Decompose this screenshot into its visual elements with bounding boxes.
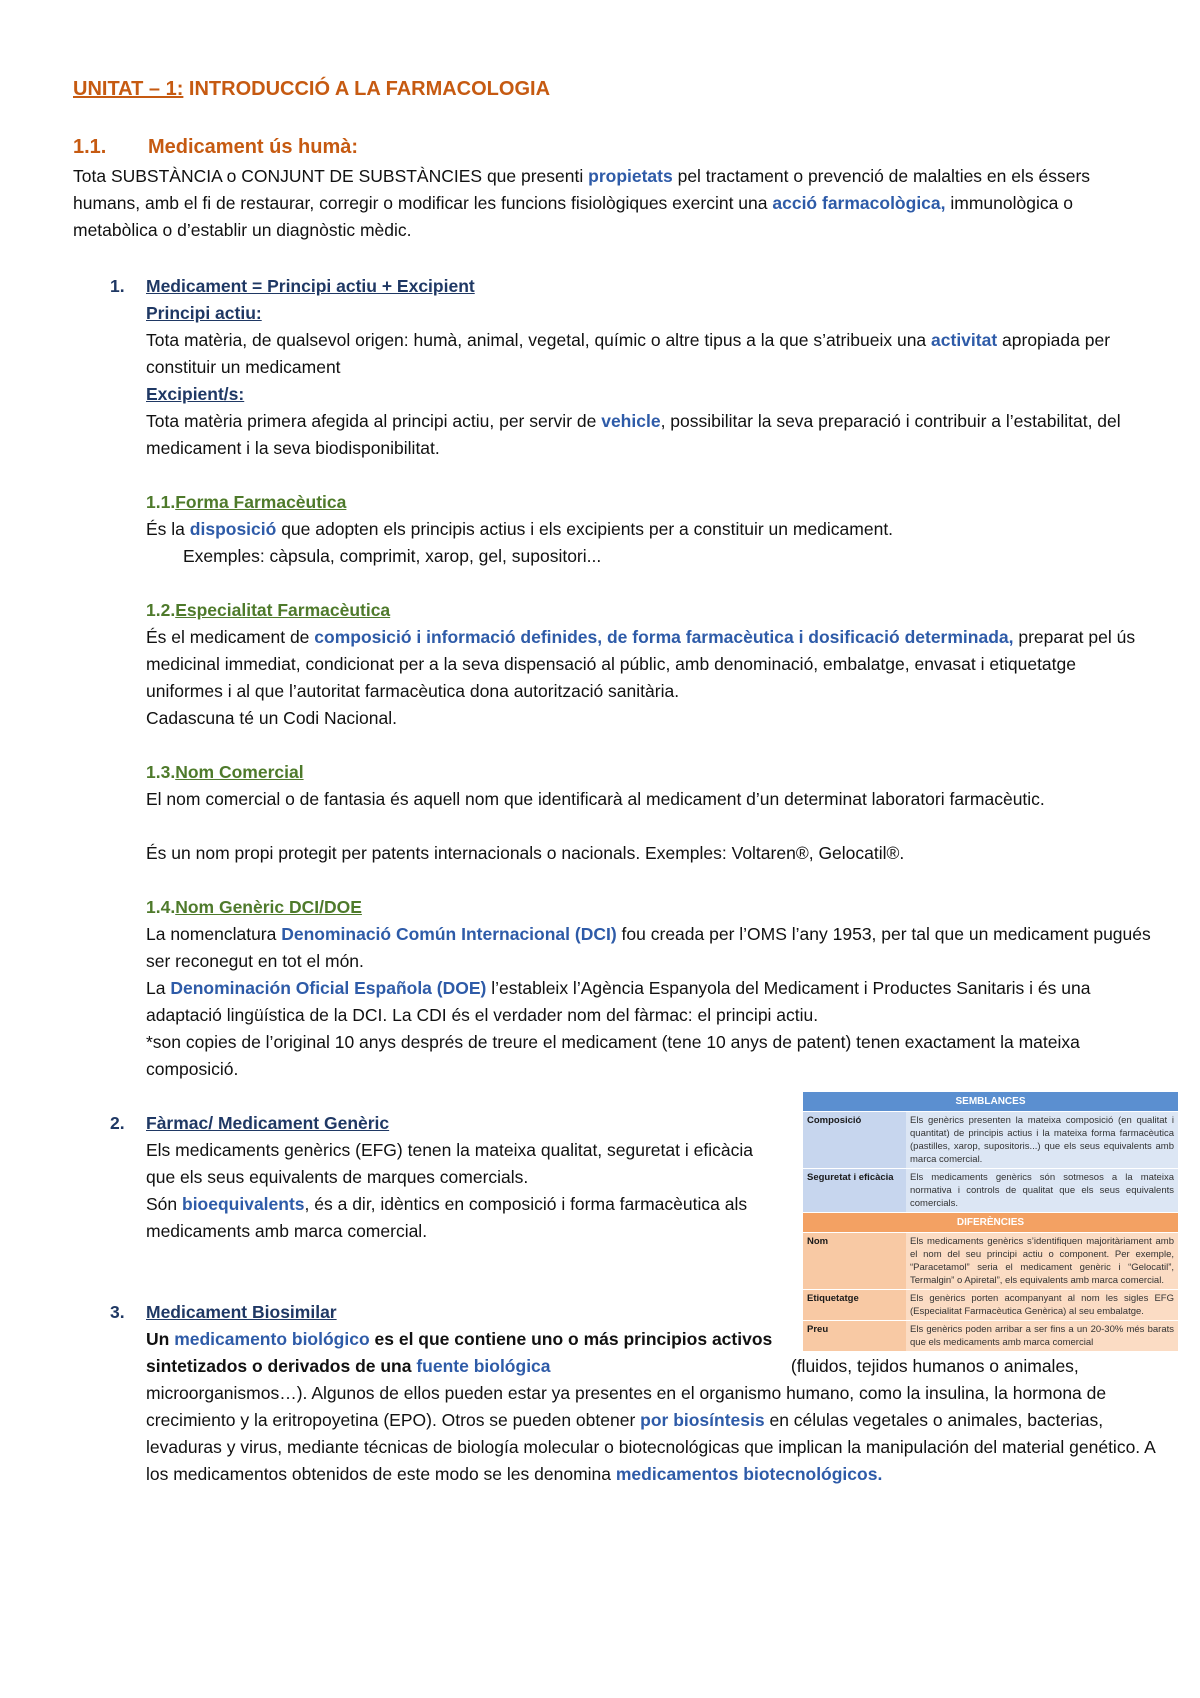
subsection-1-3-text-2: És un nom propi protegit per patents internacionals o nacionals. Exemples: Voltaren®, Gelocatil®. <box>146 843 905 863</box>
subsection-1-4-heading: 1.4.Nom Genèric DCI/DOE <box>146 897 362 917</box>
subsection-1-1-examples: Exemples: càpsula, comprimit, xarop, gel, supositori... <box>183 546 602 566</box>
principi-actiu-label: Principi actiu: <box>146 303 262 323</box>
list-number-2: 2. <box>110 1113 125 1133</box>
table-row: Etiquetatge Els genèrics porten acompanyant al nom les sigles EFG (Especialitat Farmacèutica Genèrica) al seu embalatge. <box>803 1290 1178 1321</box>
excipient-label: Excipient/s: <box>146 384 245 404</box>
generic-comparison-table <box>803 1092 1178 1352</box>
unit-title: UNITAT – 1: INTRODUCCIÓ A LA FARMACOLOGIA <box>73 78 551 100</box>
subsection-1-2-text: És el medicament de composició i informació definides, de forma farmacèutica i dosificació determinada, preparat pel ús medicinal immediat, condicionat per a la seva dispensació al públic, amb denominació, embalatge, envasat i etiquetatge uniformes i al que l’autoritat farmacèutica dona autorització sanitària. <box>146 627 1136 701</box>
subsection-1-3-heading: 1.3.Nom Comercial <box>146 762 304 782</box>
table-header-diferencies: DIFERÈNCIES <box>803 1213 1178 1233</box>
excipient-text: Tota matèria primera afegida al principi actiu, per servir de vehicle, possibilitar la seva preparació i contribuir a l’estabilitat, del medicament i la seva biodisponibilitat. <box>146 411 1121 458</box>
principi-actiu-text: Tota matèria, de qualsevol origen: humà, animal, vegetal, químic o altre tipus a la que s’atribueix una activitat apropiada per constituir un medicament <box>146 330 1111 377</box>
subsection-1-2-heading: 1.2.Especialitat Farmacèutica <box>146 600 391 620</box>
list-number-1: 1. <box>110 276 125 296</box>
subsection-1-1-heading: 1.1.Forma Farmacèutica <box>146 492 347 512</box>
subsection-1-3-text: El nom comercial o de fantasia és aquell nom que identificarà al medicament d’un determinat laboratori farmacèutic. <box>146 789 1045 809</box>
subsection-1-4-doe: La Denominación Oficial Española (DOE) l’estableix l’Agència Espanyola del Medicament i Productes Sanitaris i és una adaptació lingüística de la DCI. La CDI és el verdader nom del fàrmac: el principi actiu. <box>146 978 1091 1025</box>
section-heading-1-1: 1.1. Medicament ús humà: <box>73 136 359 158</box>
list-number-3: 3. <box>110 1302 125 1322</box>
subsection-1-4-note: *son copies de l’original 10 anys després de treure el medicament (tene 10 anys de patent) tenen exactament la mateixa composició. <box>146 1032 1080 1079</box>
table-header-semblances: SEMBLANCES <box>803 1092 1178 1112</box>
subsection-1-1-text: És la disposició que adopten els principis actius i els excipients per a constituir un medicament. <box>146 519 894 539</box>
table-row: Seguretat i eficàcia Els medicaments genèrics són sotmesos a la mateixa normativa i controls de qualitat que els seus equivalents comercials. <box>803 1169 1178 1213</box>
intro-paragraph: Tota SUBSTÀNCIA o CONJUNT DE SUBSTÀNCIES que presenti propietats pel tractament o prevenció de malalties en els éssers humans, amb el fi de restaurar, corregir o modificar les funcions fisiològiques exercint una acció farmacològica, immunològica o metabòlica o d’establir un diagnòstic mèdic. <box>73 166 1091 240</box>
item2-text: Els medicaments genèrics (EFG) tenen la mateixa qualitat, seguretat i eficàcia que els seus equivalents de marques comercials. <box>146 1140 753 1187</box>
table-row: Preu Els genèrics poden arribar a ser fins a un 20-30% més barats que els medicaments amb marca comercial <box>803 1321 1178 1352</box>
subsection-1-2-codi: Cadascuna té un Codi Nacional. <box>146 708 397 728</box>
item3-heading: Medicament Biosimilar <box>146 1302 337 1322</box>
item2-heading: Fàrmac/ Medicament Genèric <box>146 1113 390 1133</box>
item2-text-2: Són bioequivalents, és a dir, idèntics en composició i forma farmacèutica als medicaments amb marca comercial. <box>146 1194 748 1241</box>
subsection-1-4-dci: La nomenclatura Denominació Común Internacional (DCI) fou creada per l’OMS l’any 1953, per tal que un medicament pugués ser reconegut en tot el món. <box>146 924 1151 971</box>
item3-text: Un medicamento biológico es el que contiene uno o más principios activos sintetizados o derivados de una fuente biológica (fluidos, tejidos humanos o animales, microorganismos…). Algunos de ellos pueden estar ya presentes en el organismo humano, como la insulina, la hormona de crecimiento y la eritropoyetina (EPO). Otros se pueden obtener por biosíntesis en células vegetales o animales, bacterias, levaduras y virus, mediante técnicas de biología molecular o biotecnológicas que implican la manipulación del material genético. A los medicamentos obtenidos de este modo se les denomina medicamentos biotecnológicos. <box>146 1329 1155 1484</box>
table-row: Composició Els genèrics presenten la mateixa composició (en qualitat i quantitat) de principis actius i la mateixa forma farmacèutica (pastilles, xarop, supositoris...) que els seus equivalents amb marca comercial. <box>803 1112 1178 1169</box>
item1-heading: Medicament = Principi actiu + Excipient <box>146 276 475 296</box>
table-row: Nom Els medicaments genèrics s’identifiquen majoritàriament amb el nom del seu principi actiu o component. Per exemple, “Paracetamol” seria el medicament genèric i “Gelocatil”, Termalgin” o Apiretal”, els equivalents amb marca comercial. <box>803 1233 1178 1290</box>
